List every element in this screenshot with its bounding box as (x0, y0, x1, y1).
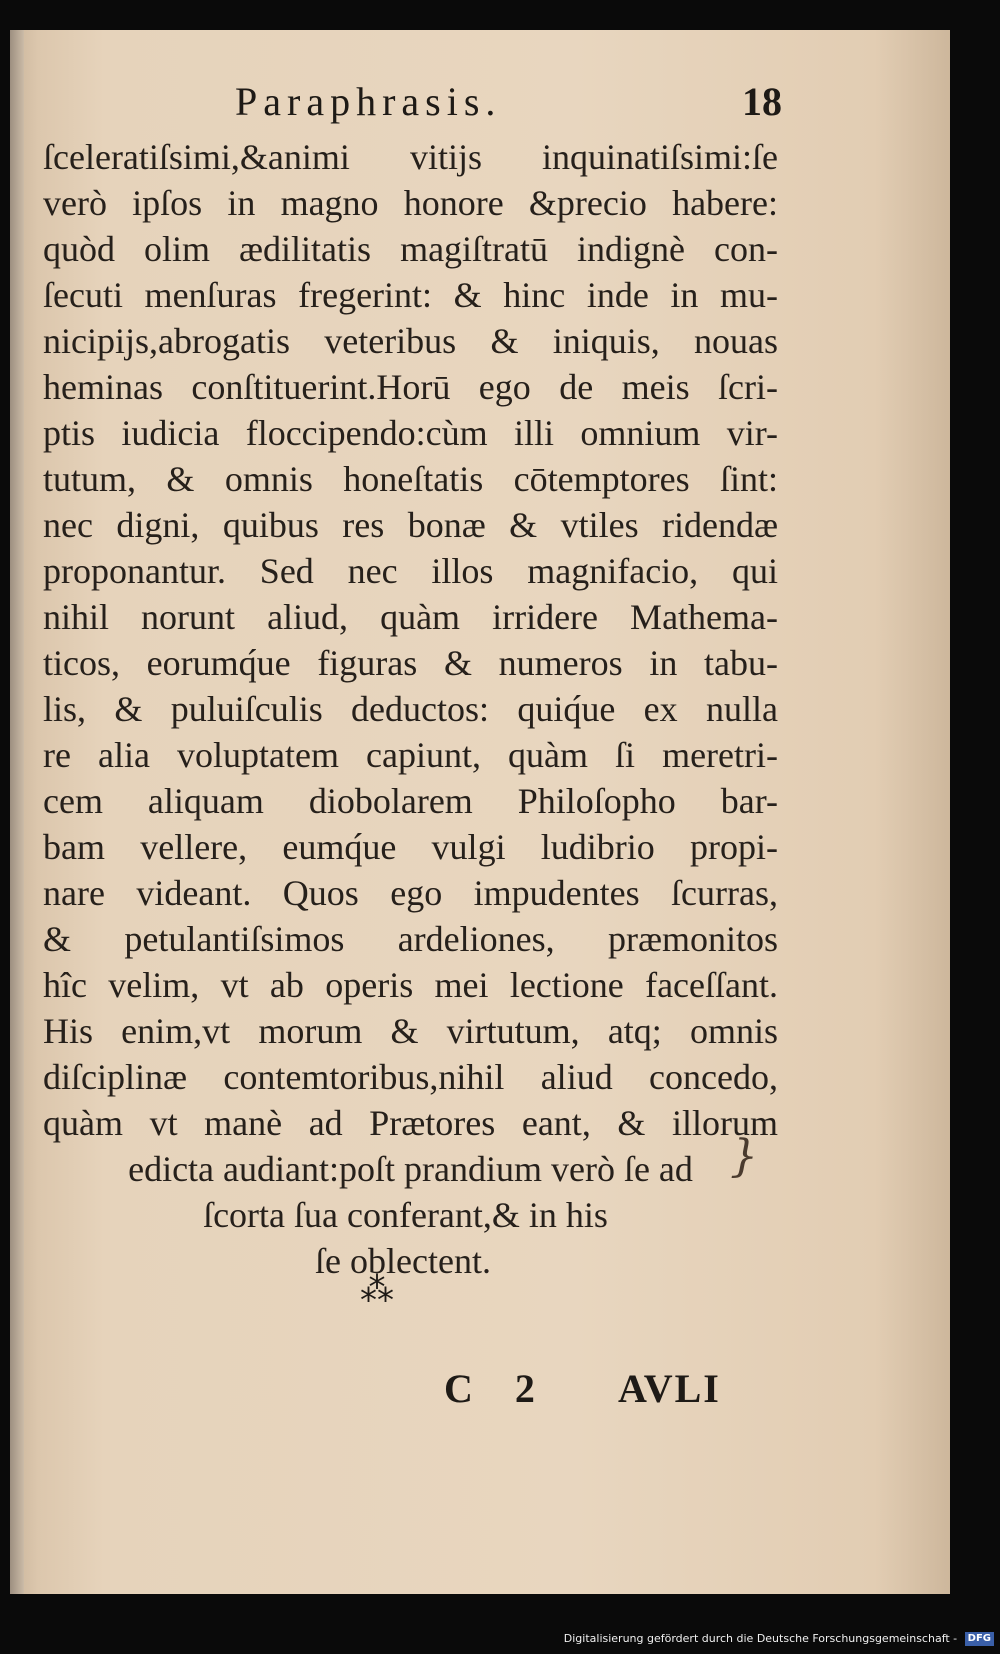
text-line: ſecuti menſuras fregerint: & hinc inde in mu- (43, 275, 778, 315)
book-page (10, 30, 950, 1594)
body-text (43, 134, 778, 1284)
text-line: ticos, eorumq́ue figuras & numeros in tabu- (43, 643, 778, 683)
closing-line: ſcorta ſua conferant,& in his (203, 1195, 608, 1235)
text-line: bam vellere, eumq́ue vulgi ludibrio propi- (43, 827, 778, 867)
running-title: Paraphrasis. (235, 79, 502, 124)
closing-line: ſe oblectent. (315, 1241, 491, 1281)
credit-text: Digitalisierung gefördert durch die Deutsche Forschungsgemeinschaft - (563, 1632, 958, 1645)
text-line: cem aliquam diobolarem Philoſopho bar- (43, 781, 778, 821)
text-line: nec digni, quibus res bonæ & vtiles ridendæ (43, 505, 778, 545)
closing-line: edicta audiant:poſt prandium verò ſe ad (128, 1149, 693, 1189)
page-footer (10, 1365, 950, 1425)
text-line: His enim,vt morum & virtutum, atq; omnis (43, 1011, 778, 1051)
catchword: AVLI (618, 1366, 721, 1411)
text-line: nicipijs,abrogatis veteribus & iniquis, nouas (43, 321, 778, 361)
page-header (10, 78, 950, 138)
text-line: lis, & puluiſculis deductos: quiq́ue ex nulla (43, 689, 778, 729)
dfg-logo: DFG (965, 1632, 994, 1646)
page-gutter (10, 30, 24, 1594)
text-line: ſceleratiſsimi,&animi vitijs inquinatiſsimi:ſe (43, 137, 778, 177)
text-line: tutum, & omnis honeſtatis cōtemptores ſint: (43, 459, 778, 499)
text-line: & petulantiſsimos ardeliones, præmonitos (43, 919, 778, 959)
text-line: quàm vt manè ad Prætores eant, & illorum (43, 1103, 778, 1143)
text-line: re alia voluptatem capiunt, quàm ſi meretri- (43, 735, 778, 775)
signature-mark: C 2 (444, 1366, 551, 1411)
asterism-ornament: ⁂ (360, 1270, 396, 1310)
folio-number: 18 (742, 79, 782, 124)
text-line: verò ipſos in magno honore &precio habere: (43, 183, 778, 223)
handwritten-margin-mark: } (730, 1131, 758, 1182)
text-line: quòd olim ædilitatis magiſtratū indignè con- (43, 229, 778, 269)
digitization-credit (564, 1626, 994, 1652)
text-line: hîc velim, vt ab operis mei lectione faceſſant. (43, 965, 778, 1005)
text-line: nare videant. Quos ego impudentes ſcurras, (43, 873, 778, 913)
text-line: nihil norunt aliud, quàm irridere Mathema- (43, 597, 778, 637)
text-line: diſciplinæ contemtoribus,nihil aliud concedo, (43, 1057, 778, 1097)
text-line: ptis iudicia floccipendo:cùm illi omnium vir- (43, 413, 778, 453)
text-line: proponantur. Sed nec illos magnifacio, qui (43, 551, 778, 591)
text-line: heminas conſtituerint.Horū ego de meis ſcri- (43, 367, 778, 407)
